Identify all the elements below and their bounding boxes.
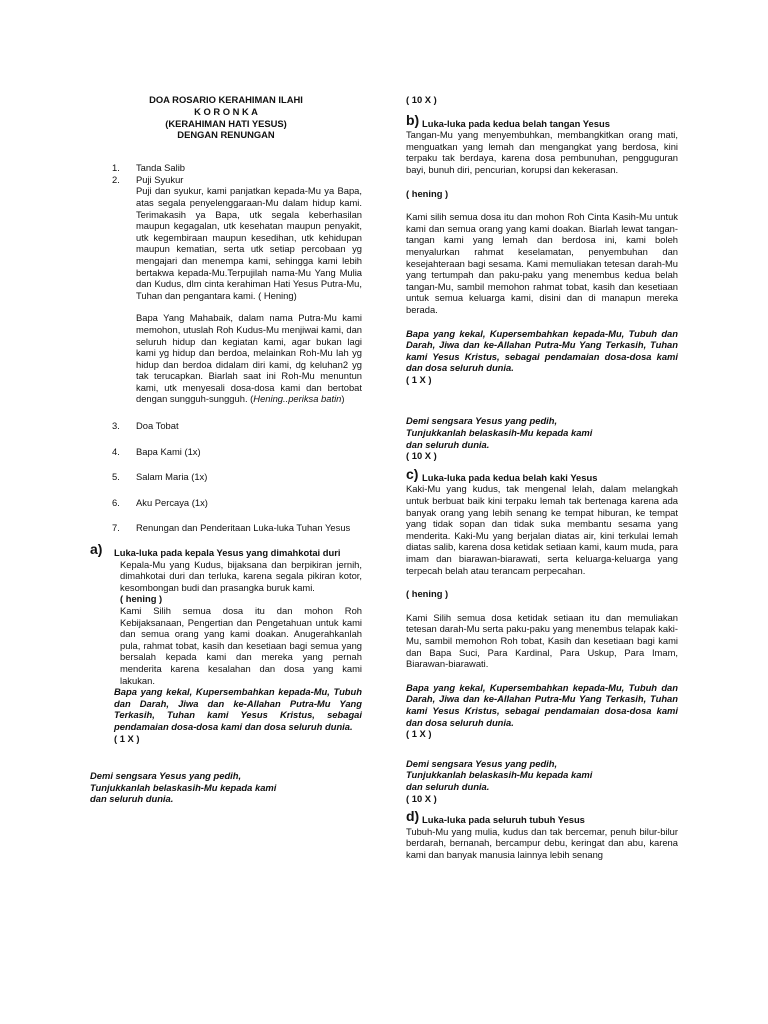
- list-item-1: 1. Tanda Salib: [112, 162, 185, 174]
- left-column: [90, 94, 362, 805]
- section-c-hening: ( hening ): [406, 588, 449, 600]
- list-item-5: 5. Salam Maria (1x): [112, 471, 208, 483]
- list-item-2: 2. Puji Syukur: [112, 173, 184, 185]
- section-b-heading: b) Luka-luka pada kedua belah tangan Yesus: [406, 111, 610, 129]
- section-d-heading: d) Luka-luka pada seluruh tubuh Yesus: [406, 808, 585, 826]
- demi-sengsara-left: Demi sengsara Yesus yang pedih, Tunjukkanlah belaskasih-Mu kepada kami dan seluruh dunia.: [90, 770, 277, 805]
- document-title: [90, 94, 362, 141]
- title-line-2: K O R O N K A: [194, 105, 258, 117]
- list-item-3: 3. Doa Tobat: [112, 420, 179, 432]
- section-b-paragraph-1: Tangan-Mu yang menyembuhkan, membangkitkan orang mati, menguatkan yang lemah dan mengangkat yang berdosa, kini terpaku tak berdaya, karena dosa pembunuhan, pengguguran bayi, bunuh diri, pencurian, korupsi dan kekerasan.: [406, 129, 678, 175]
- section-a-count: ( 1 X ): [114, 732, 140, 744]
- section-b-hening: ( hening ): [406, 187, 449, 199]
- bapa-mahabaik-paragraph: Bapa Yang Mahabaik, dalam nama Putra-Mu kami memohon, utuslah Roh Kudus-Mu menjiwai kami, dan seluruh hidup dan kegiatan kami, agar bukan lagi kami yg hidup dan berdoa, melainkan Roh-Mu lah yg hidup dan berdoa didalam diri kami, dg keluhan2 yg tak terucapkan. Biarlah saat ini Roh-Mu menuntun kami, utk menyesali dosa-dosa kami dan bertobat dengan sungguh-sungguh. (Hening..periksa batin): [136, 312, 362, 405]
- section-c-paragraph-1: Kaki-Mu yang kudus, tak mengenal lelah, dalam melangkah untuk berbuat baik kini terpaku lemah tak bertenaga karena ada banyak orang yang lebih senang ke tempat hiburan, ke tempat yang tidak sopan dan tidak suka membantu sesama yang menderita. Kaki-Mu yang berjalan diatas air, kini terkulai lemah diatas salib, karena dosa ketidak setiaan kami, kaum muda, para imam dan biarawan-biarawati, serta keluarga-keluarga yang terpecah belah atau terancam perpecahan.: [406, 483, 678, 576]
- section-a-heading: a) Luka-luka pada kepala Yesus yang dimahkotai duri: [90, 541, 341, 559]
- section-c-prayer: Bapa yang kekal, Kupersembahkan kepada-Mu, Tubuh dan Darah, Jiwa dan ke-Allahan Putra-Mu Yang Terkasih, Tuhan kami Yesus Kristus, sebagai pendamaian dosa-dosa kami dan dosa seluruh dunia.: [406, 681, 678, 728]
- section-b-count-10x: ( 10 X ): [406, 450, 437, 462]
- list-item-4: 4. Bapa Kami (1x): [112, 445, 201, 457]
- list-item-6: 6. Aku Percaya (1x): [112, 496, 208, 508]
- list-item-7: 7. Renungan dan Penderitaan Luka-luka Tuhan Yesus: [112, 522, 351, 534]
- section-a-paragraph-1: Kepala-Mu yang Kudus, bijaksana dan berpikiran jernih, dimahkotai duri dan terluka, karena segala pikiran kotor, kesombongan budi dan prasangka buruk kami.: [120, 558, 362, 593]
- section-c-paragraph-2: Kami Silih semua dosa ketidak setiaan itu dan memuliakan tetesan darah-Mu serta paku-paku yang menembus telapak kaki-Mu, sambil memohon Roh tobat, Kasih dan kesetiaan bagi kami dan Bapa Suci, Para Kardinal, Para Uskup, Para Imam, Biarawan-biarawati.: [406, 611, 678, 670]
- section-b-paragraph-2: Kami silih semua dosa itu dan mohon Roh Cinta Kasih-Mu untuk kami dan semua orang yang kami doakan. Biarlah lewat tangan-tangan kami yang lemah dan berdosa ini, kami boleh menyalurkan rahmat keselamatan, penyembuhan dan kesejahteraan bagi sesama. Kami memuliakan tetesan darah-Mu yang tertumpah dan paku-paku yang menembus kedua belah tangan-Mu, sambil memohon rahmat tobat, kasih dan kesetiaan untuk semua keluarga kami, disini dan di manapun mereka berada.: [406, 211, 678, 315]
- section-a-hening: ( hening ): [120, 593, 163, 605]
- section-d-paragraph-1: Tubuh-Mu yang mulia, kudus dan tak bercemar, penuh bilur-bilur berdarah, bernanah, bercampur debu, keringat dan abu, karena kami dan banyak manusia lainnya lebih senang: [406, 825, 678, 860]
- section-b-count-1x: ( 1 X ): [406, 373, 432, 385]
- section-b-prayer: Bapa yang kekal, Kupersembahkan kepada-Mu, Tubuh dan Darah, Jiwa dan ke-Allahan Putra-Mu Yang Terkasih, Tuhan kami Yesus Kristus, sebagai pendamaian dosa-dosa kami dan dosa seluruh dunia.: [406, 327, 678, 374]
- puji-syukur-paragraph: Puji dan syukur, kami panjatkan kepada-Mu ya Bapa, atas segala penyelenggaraan-Mu dalam hidup kami. Terimakasih ya Bapa, utk segala keberhasilan maupun kegagalan, utk kesehatan maupun penyakit, utk kegembiraan maupun kesedihan, utk kehidupan maupun kematian, serta utk setiap percobaan yg mengajari dan menempa kami, sehingga kami lebih bertakwa kepada-Mu.Terpujilah nama-Mu Yang Mulia dan Kudus, dlm cinta kerahiman Hati Yesus Putra-Mu, Tuhan dan pengantara kami. ( Hening): [136, 185, 362, 301]
- top-count: ( 10 X ): [406, 94, 437, 105]
- right-column: [406, 94, 678, 860]
- title-line-3: (KERAHIMAN HATI YESUS): [165, 117, 287, 129]
- demi-sengsara-b: Demi sengsara Yesus yang pedih, Tunjukkanlah belaskasih-Mu kepada kami dan seluruh dunia.: [406, 415, 593, 450]
- section-a-prayer: Bapa yang kekal, Kupersembahkan kepada-Mu, Tubuh dan Darah, Jiwa dan ke-Allahan Putra-Mu Yang Terkasih, Tuhan kami Yesus Kristus, sebagai pendamaian dosa-dosa kami dan dosa seluruh dunia.: [114, 686, 362, 732]
- title-line-4: DENGAN RENUNGAN: [177, 129, 275, 141]
- section-c-count-1x: ( 1 X ): [406, 728, 432, 740]
- section-c-count-10x: ( 10 X ): [406, 792, 437, 804]
- section-c-heading: c) Luka-luka pada kedua belah kaki Yesus: [406, 465, 598, 483]
- title-line-1: DOA ROSARIO KERAHIMAN ILAHI: [149, 94, 303, 105]
- section-a-paragraph-2: Kami Silih semua dosa itu dan mohon Roh Kebijaksanaan, Pengertian dan Pengetahuan untuk kami dan semua orang yang kami doakan. Anugerahkanlah pula, rahmat tobat, kasih dan kesetiaan bagi semua yang bersalah kepada kami dan mereka yang pernah menderita karena kesalahan dan dosa yang kami lakukan.: [120, 605, 362, 686]
- demi-sengsara-c: Demi sengsara Yesus yang pedih, Tunjukkanlah belaskasih-Mu kepada kami dan seluruh dunia.: [406, 757, 593, 792]
